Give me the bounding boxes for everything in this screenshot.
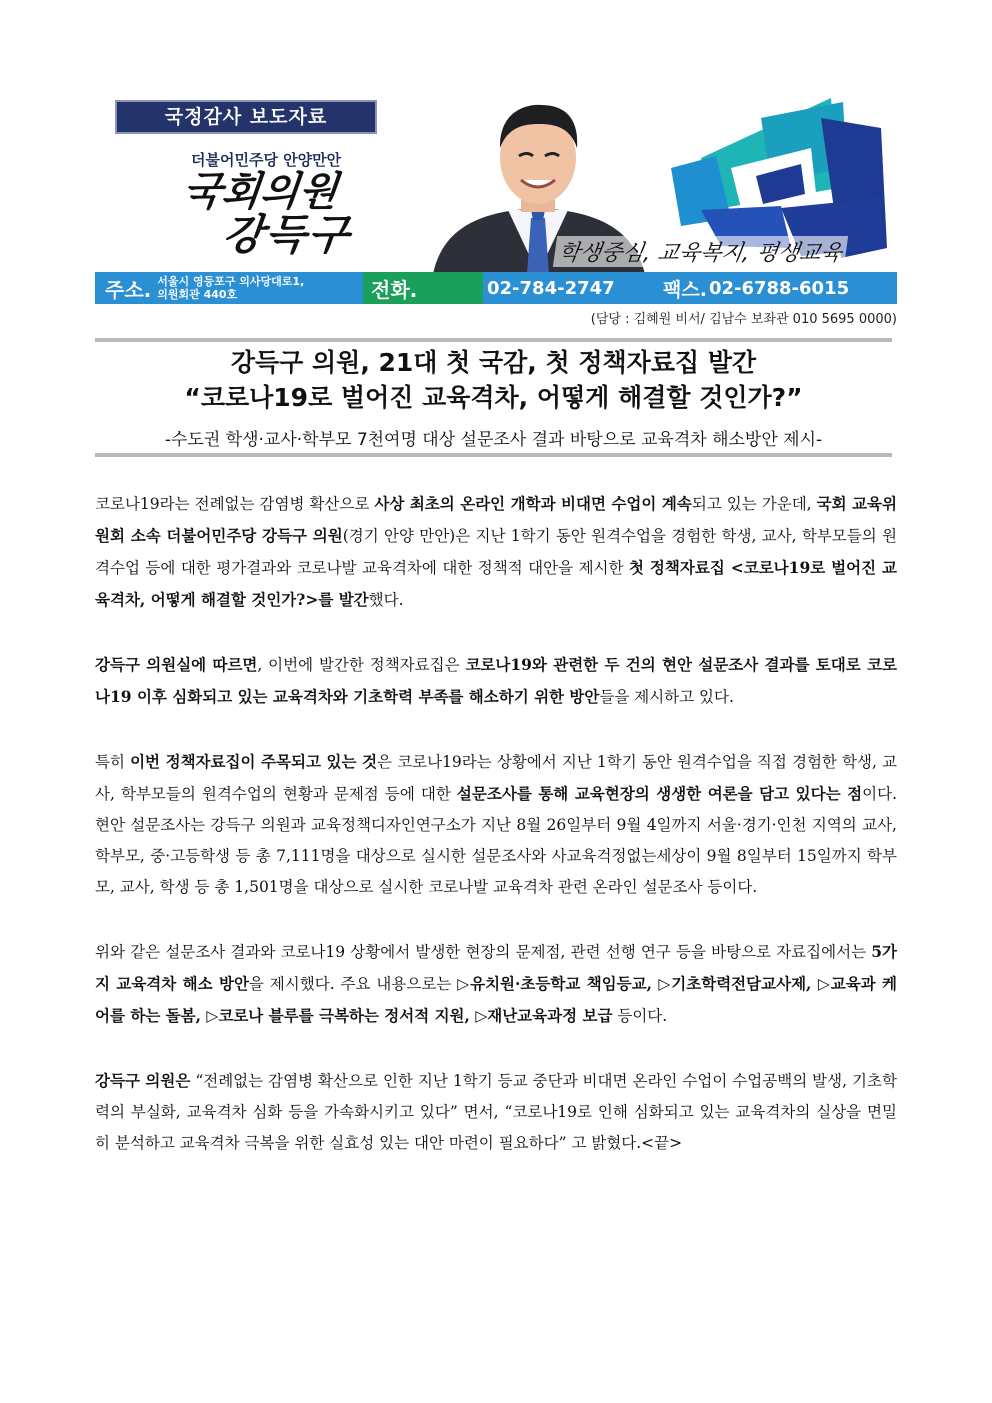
member-name: 강득구 [220,210,354,259]
emphasis: 첫 정책자료집 <코로나19로 벌어진 교육격차, 어떻게 해결할 것인가?>를 발간 [95,558,897,609]
headline-quote: “코로나19로 벌어진 교육격차, 어떻게 해결할 것인가?” [184,383,803,412]
tel-label: 전화. [363,272,483,304]
text: 되고 있는 가운데, [691,495,817,513]
party-label: 더불어민주당 안양만안 [191,151,342,169]
paragraph-2 [95,649,897,713]
text: 코로나19라는 전례없는 감염병 확산으로 [95,495,375,513]
paragraph-3 [95,746,897,903]
fax-value: 02-6788-6015 [708,277,850,299]
paragraph-4 [95,936,897,1032]
text: 특히 [95,753,131,771]
emphasis: 사상 최초의 온라인 개학과 비대면 수업이 계속 [374,494,692,513]
emphasis: 강득구 의원실에 따르면 [95,655,258,674]
text: 등이다. [612,1007,668,1025]
contact-person: (담당 : 김혜원 비서/ 김남수 보좌관 010 5695 0000) [590,312,897,327]
contact-bar [95,272,897,304]
address-block [95,272,363,304]
text: 은 코로나19라는 상황에서 지난 1학기 동안 원격수업을 직접 경험한 학생, 교사, 학부모들의 원격수업의 현황과 문제점 등에 대한 [95,753,897,803]
emphasis: ▷유치원·초등학교 책임등교, ▷기초학력전담교사제, ▷교육과 케어를 하는 돌봄, ▷코로나 블루를 극복하는 정서적 지원, ▷재난교육과정 보급 [95,974,898,1025]
emphasis: 국회 교육위원회 소속 더불어민주당 강득구 의원 [95,494,897,545]
text: (경기 안양 만안)은 지난 1학기 동안 원격수업을 경험한 학생, 교사, 학부모들의 원격수업 등에 대한 평가결과와 코로나발 교육격차에 대한 정책적 대안을 제시한 [95,527,897,577]
paragraph-5 [95,1065,897,1159]
text: 이다. 현안 설문조사는 강득구 의원과 교육정책디자인연구소가 지난 8월 26일부터 9월 4일까지 서울·경기·인천 지역의 교사, 학부모, 중·고등학생 등 총 7,111명을 대상으로 실시한 설문조사와 사교육걱정없는세상이 9월 8일부터 15일까지 학부모, 교사, 학생 등 총 1,501명을 대상으로 실시한 코로나발 교육격차 관련 온라인 설문조사 등이다. [95,785,897,896]
subtitle: -수도권 학생·교사·학부모 7천여명 대상 설문조사 결과 바탕으로 교육격차 해소방안 제시- [164,430,823,450]
fax-label: 팩스. [663,278,707,301]
slogan: 학생중심, 교육복지, 평생교육 [553,236,848,267]
press-release-banner [95,96,897,304]
tel-value: 02-784-2747 [483,272,657,304]
emphasis: 강득구 의원은 [95,1071,191,1090]
emphasis: 설문조사를 통해 교육현장의 생생한 여론을 담고 있다는 점 [456,784,863,803]
text: 들을 제시하고 있다. [599,688,734,706]
text: , 이번에 발간한 정책자료집은 [257,656,466,674]
press-body [95,488,897,1192]
emphasis: 코로나19와 관련한 두 건의 현안 설문조사 결과를 토대로 코로나19 이후 심화되고 있는 교육격차와 기초학력 부족를 해소하기 위한 방안 [95,655,897,706]
address-line2: 의원회관 440호 [157,288,238,301]
text: “전례없는 감염병 확산으로 인한 지난 1학기 등교 중단과 비대면 온라인 수업이 수업공백의 발생, 기초학력의 부실화, 교육격차 심화 등을 가속화시키고 있다” 면서, “코로나19로 인해 심화되고 있는 교육격차의 실상을 면밀히 분석하고 교육격차 극복을 위한 실효성 있는 대안 마련이 필요하다” 고 밝혔다.<끝> [95,1072,897,1152]
headline: 강득구 의원, 21대 첫 국감, 첫 정책자료집 발간 [230,348,757,377]
fax-block [657,272,897,304]
emphasis: 이번 정책자료집이 주목되고 있는 것 [130,752,378,771]
text: 했다. [368,591,404,609]
text: 위와 같은 설문조사 결과와 코로나19 상황에서 발생한 현장의 문제점, 관련 선행 연구 등을 바탕으로 자료집에서는 [95,943,872,961]
paragraph-1 [95,488,897,616]
text: 을 제시했다. 주요 내용으로는 [248,975,458,993]
press-release-badge: 국정감사 보도자료 [115,100,377,134]
title-top-rule [95,338,892,342]
address-line1: 서울시 영등포구 의사당대로1, [157,275,305,288]
emphasis: 5가지 교육격차 해소 방안 [95,942,897,993]
address-value [157,275,304,301]
member-title: 국회의원 [180,169,340,215]
title-bottom-rule [95,453,892,457]
address-label: 주소. [105,277,152,302]
